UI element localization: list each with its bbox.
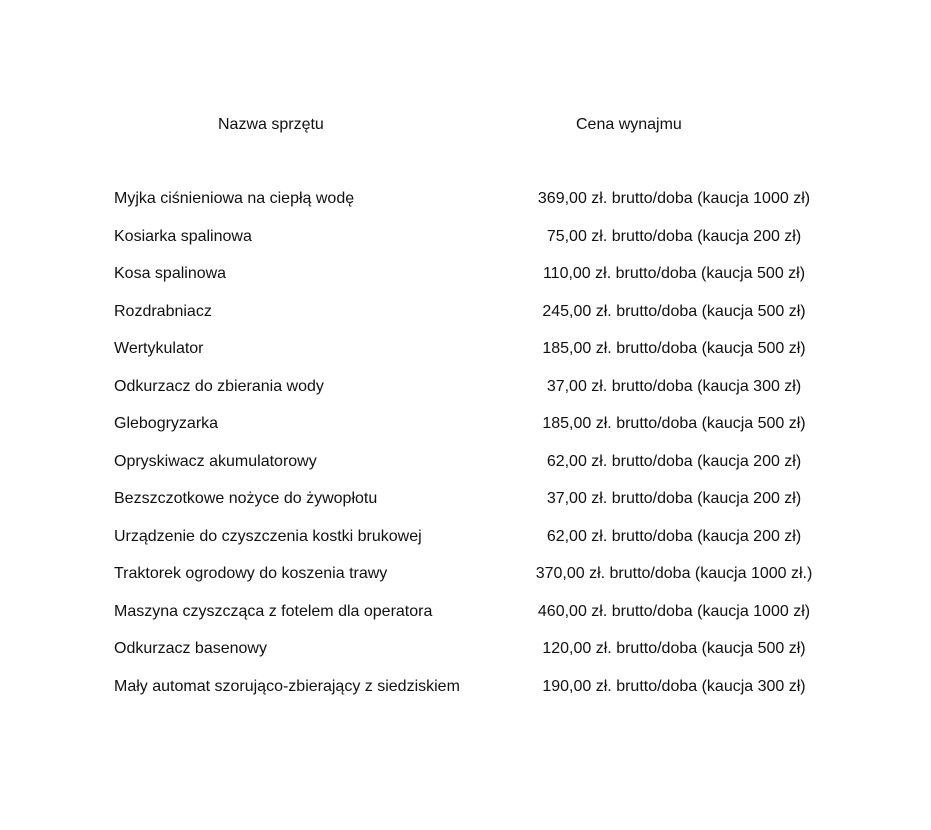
rental-price: 37,00 zł. brutto/doba (kaucja 200 zł): [546, 490, 802, 507]
rental-price: 62,00 zł. brutto/doba (kaucja 200 zł): [546, 527, 802, 545]
rental-price: 369,00 zł. brutto/doba (kaucja 1000 zł): [537, 190, 811, 207]
equipment-name: Myjka ciśnieniowa na ciepłą wodę: [114, 190, 355, 207]
list-item: [0, 451, 931, 489]
list-item: [0, 601, 931, 639]
equipment-name: Rozdrabniacz: [114, 302, 212, 320]
price-list: [0, 188, 931, 713]
column-header-equipment-name: Nazwa sprzętu: [218, 116, 324, 133]
list-item: [0, 676, 931, 714]
equipment-name: Wertykulator: [114, 340, 204, 357]
list-item: [0, 301, 931, 339]
equipment-name: Opryskiwacz akumulatorowy: [114, 452, 317, 470]
equipment-name: Traktorek ogrodowy do koszenia trawy: [114, 565, 388, 582]
rental-price: 37,00 zł. brutto/doba (kaucja 300 zł): [546, 377, 802, 395]
list-item: [0, 638, 931, 676]
equipment-name: Kosiarka spalinowa: [114, 227, 252, 245]
rental-price: 62,00 zł. brutto/doba (kaucja 200 zł): [546, 452, 802, 470]
rental-price: 245,00 zł. brutto/doba (kaucja 500 zł): [542, 302, 806, 320]
list-item: [0, 488, 931, 526]
equipment-name: Kosa spalinowa: [114, 265, 227, 282]
list-item: [0, 226, 931, 264]
rental-price: 185,00 zł. brutto/doba (kaucja 500 zł): [542, 340, 806, 357]
column-header-rental-price: Cena wynajmu: [576, 116, 682, 133]
equipment-name: Maszyna czyszcząca z fotelem dla operatora: [114, 602, 433, 620]
rental-price: 460,00 zł. brutto/doba (kaucja 1000 zł): [537, 602, 811, 620]
list-item: [0, 188, 931, 226]
list-item: [0, 526, 931, 564]
equipment-name: Urządzenie do czyszczenia kostki brukowej: [114, 527, 422, 545]
list-item: [0, 563, 931, 601]
rental-price: 120,00 zł. brutto/doba (kaucja 500 zł): [542, 640, 806, 657]
equipment-name: Bezszczotkowe nożyce do żywopłotu: [114, 490, 378, 507]
rental-price: 75,00 zł. brutto/doba (kaucja 200 zł): [546, 227, 802, 245]
equipment-name: Glebogryzarka: [114, 415, 219, 432]
list-item: [0, 376, 931, 414]
list-item: [0, 338, 931, 376]
rental-price: 185,00 zł. brutto/doba (kaucja 500 zł): [542, 415, 806, 432]
equipment-name: Odkurzacz do zbierania wody: [114, 377, 324, 395]
equipment-name: Mały automat szorująco-zbierający z siedziskiem: [114, 677, 460, 695]
list-item: [0, 263, 931, 301]
list-item: [0, 413, 931, 451]
rental-price: 190,00 zł. brutto/doba (kaucja 300 zł): [542, 677, 806, 695]
equipment-name: Odkurzacz basenowy: [114, 640, 267, 657]
rental-price: 370,00 zł. brutto/doba (kaucja 1000 zł.): [535, 565, 813, 582]
rental-price: 110,00 zł. brutto/doba (kaucja 500 zł): [542, 265, 806, 282]
